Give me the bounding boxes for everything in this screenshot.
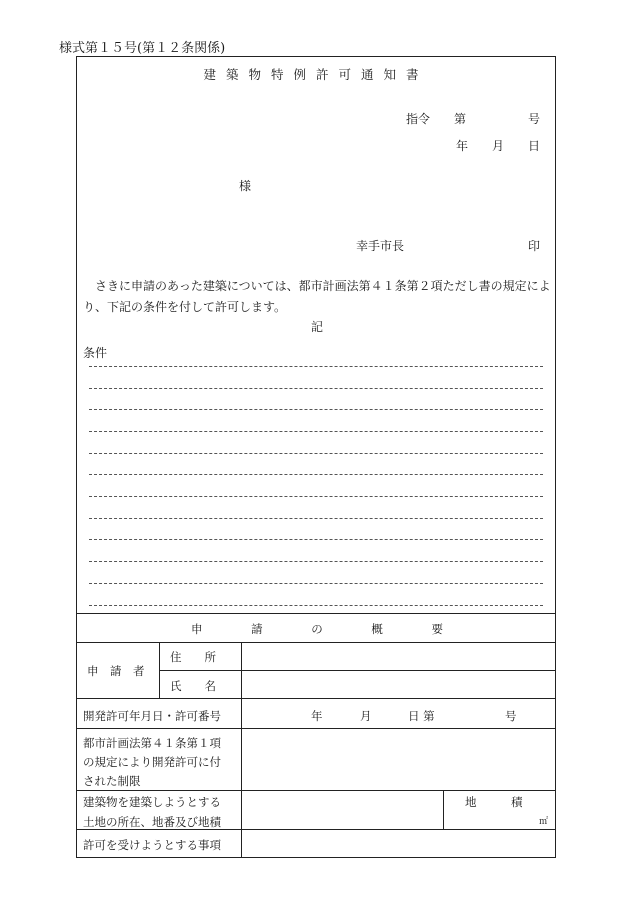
dev-go: 号 <box>505 709 517 723</box>
dev-day-dai: 日 第 <box>408 709 435 723</box>
order-dai: 第 <box>454 112 467 126</box>
condition-line <box>89 388 543 389</box>
condition-line <box>89 496 543 497</box>
dev-month: 月 <box>360 709 372 723</box>
land-line2: 土地の所在、地番及び地積 <box>83 815 221 829</box>
condition-line <box>89 561 543 562</box>
table-rule <box>77 642 555 643</box>
dev-year: 年 <box>311 709 323 723</box>
restriction-line3: された制限 <box>83 774 141 788</box>
addressee-suffix: 様 <box>239 179 252 193</box>
table-rule <box>159 670 555 671</box>
body-text-line1: さきに申請のあった建築については、都市計画法第４１条第２項ただし書の規定によ <box>83 279 551 293</box>
condition-line <box>89 539 543 540</box>
matter-label: 許可を受けようとする事項 <box>83 838 221 852</box>
condition-line <box>89 605 543 606</box>
condition-line <box>89 453 543 454</box>
table-rule <box>77 728 555 729</box>
order-go: 号 <box>528 112 541 126</box>
summary-heading: 申 請 の 概 要 <box>191 622 443 636</box>
condition-line <box>89 366 543 367</box>
condition-line <box>89 474 543 475</box>
date-month: 月 <box>492 139 505 153</box>
document-title: 建築物特例許可通知書 <box>203 67 429 82</box>
conditions-label: 条件 <box>83 346 108 360</box>
notice-form <box>76 56 556 858</box>
condition-line <box>89 409 543 410</box>
section-divider <box>77 613 555 614</box>
condition-line <box>89 431 543 432</box>
table-rule <box>77 790 555 791</box>
issuer: 幸手市長 <box>356 239 405 253</box>
restriction-line2: の規定により開発許可に付 <box>83 755 221 769</box>
dev-permit-label: 開発許可年月日・許可番号 <box>83 709 221 723</box>
condition-line <box>89 518 543 519</box>
order-prefix: 指令 <box>406 112 431 126</box>
address-label: 住 所 <box>170 650 216 664</box>
body-text-line2: り、下記の条件を付して許可します。 <box>83 300 287 314</box>
area-unit: ㎡ <box>539 817 549 827</box>
ki-label: 記 <box>311 320 324 334</box>
form-code: 様式第１５号(第１２条関係) <box>59 41 226 56</box>
restriction-line1: 都市計画法第４１条第１項 <box>83 736 221 750</box>
seal-mark: 印 <box>528 239 541 253</box>
applicant-label: 申 請 者 <box>87 664 145 678</box>
date-year: 年 <box>456 139 469 153</box>
condition-line <box>89 583 543 584</box>
table-rule <box>241 642 242 858</box>
name-label: 氏 名 <box>170 679 216 693</box>
table-rule <box>443 790 444 829</box>
table-rule <box>77 698 555 699</box>
land-line1: 建築物を建築しようとする <box>83 795 221 809</box>
table-rule <box>77 829 555 830</box>
area-label: 地 積 <box>465 795 523 809</box>
date-day: 日 <box>528 139 541 153</box>
